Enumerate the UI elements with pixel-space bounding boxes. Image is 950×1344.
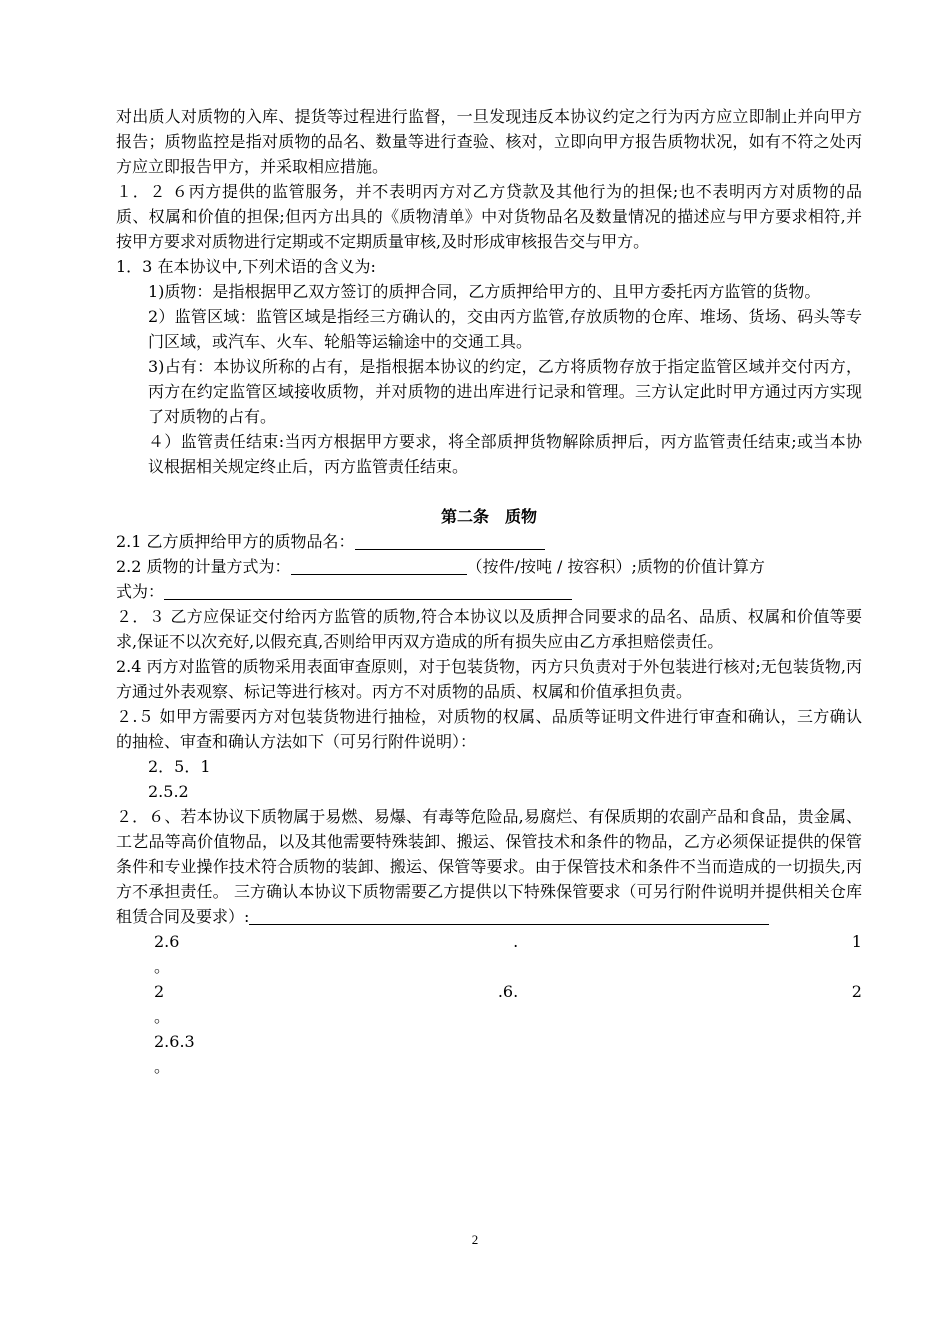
term-possession: 3)占有：本协议所称的占有，是指根据本协议的约定，乙方将质物存放于指定监管区域并交付丙方，丙方在约定监管区域接收质物，并对质物的进出库进行记录和管理。三方认定此时甲方通过丙方实现了对质物的占有。 bbox=[148, 357, 862, 426]
paragraph-1-3: 1．3 在本协议中,下列术语的含义为: bbox=[116, 257, 376, 276]
clause-2-5: ２.５ 如甲方需要丙方对包装货物进行抽检，对质物的权属、品质等证明文件进行审查和确认，三方确认的抽检、审查和确认方法如下（可另行附件说明）： bbox=[116, 707, 862, 751]
clause-2-6-1-num-c: 1 bbox=[851, 932, 862, 951]
clause-2-6-3-num: 2.6.3 bbox=[154, 1032, 195, 1051]
clause-2-6-1-num-a: 2.6 bbox=[154, 932, 180, 951]
clause-2-6-2-num-b: .6. bbox=[497, 982, 519, 1001]
paragraph-1-2: １．２ ６丙方提供的监管服务，并不表明丙方对乙方贷款及其他行为的担保;也不表明丙方对质物的品质、权属和价值的担保;但丙方出具的《质物清单》中对货物品名及数量情况的描述应与甲方要求相符,并按甲方要求对质物进行定期或不定期质量审核,及时形成审核报告交与甲方。 bbox=[116, 182, 862, 251]
clause-2-6-3 bbox=[116, 1029, 862, 1079]
clause-2-6-1-end: 。 bbox=[154, 957, 171, 976]
clause-2-6-text: ２．６、若本协议下质物属于易燃、易爆、有毒等危险品,易腐烂、有保质期的农副产品和食品，贵金属、工艺品等高价值物品，以及其他需要特殊装卸、搬运、保管技术和条件的物品，乙方必须保证提供的保管条件和专业操作技术符合质物的装卸、搬运、保管等要求。由于保管技术和条件不当而造成的一切损失,丙方不承担责任。 三方确认本协议下质物需要乙方提供以下特殊保管要求（可另行附件说明并提供相关仓库租赁合同及要求）: bbox=[116, 807, 862, 926]
clause-2-6 bbox=[116, 804, 862, 929]
clause-2-4: 2.4 丙方对监管的质物采用表面审查原则，对于包装货物，丙方只负责对于外包装进行核对;无包装货物,丙方通过外表观察、标记等进行核对。丙方不对质物的品质、权属和价值承担负责。 bbox=[116, 657, 862, 701]
clause-2-2-text: 2.2 质物的计量方式为： bbox=[116, 557, 291, 576]
measurement-blank bbox=[291, 558, 467, 575]
clause-2-3: ２．３ 乙方应保证交付给丙方监管的质物,符合本协议以及质押合同要求的品名、品质、权属和价值等要求,保证不以次充好,以假充真,否则给甲丙双方造成的所有损失应由乙方承担赔偿责任。 bbox=[116, 607, 862, 651]
document-body bbox=[116, 104, 862, 1079]
clause-2-1 bbox=[116, 529, 862, 554]
clause-2-2-options: （按件/按吨 / 按容积）;质物的价值计算方 bbox=[466, 557, 765, 576]
clause-2-6-2 bbox=[116, 979, 862, 1029]
clause-2-5-2: 2.5.2 bbox=[148, 782, 189, 801]
clause-2-1-text: 2.1 乙方质押给甲方的质物品名： bbox=[116, 532, 355, 551]
term-supervision-area: 2）监管区域：监管区域是指经三方确认的，交由丙方监管,存放质物的仓库、堆场、货场、码头等专门区域，或汽车、火车、轮船等运输途中的交通工具。 bbox=[148, 307, 862, 351]
clause-2-6-2-num-a: 2 bbox=[154, 982, 165, 1001]
term-pledged-goods: 1)质物：是指根据甲乙双方签订的质押合同，乙方质押给甲方的、且甲方委托丙方监管的货物。 bbox=[148, 282, 821, 301]
goods-name-blank bbox=[355, 533, 545, 550]
clause-2-6-1 bbox=[116, 929, 862, 979]
storage-requirements-blank bbox=[249, 908, 769, 925]
page-number: 2 bbox=[471, 1232, 479, 1247]
clause-2-6-3-end: 。 bbox=[154, 1057, 171, 1076]
clause-2-5-1: 2．5．1 bbox=[148, 757, 211, 776]
clause-2-2 bbox=[116, 554, 862, 604]
valuation-blank bbox=[164, 583, 572, 600]
term-responsibility-end: ４）监管责任结束:当丙方根据甲方要求，将全部质押货物解除质押后，丙方监管责任结束;或当本协议根据相关规定终止后，丙方监管责任结束。 bbox=[148, 432, 862, 476]
clause-2-6-2-num-c: 2 bbox=[851, 982, 862, 1001]
clause-2-6-1-num-b: . bbox=[513, 932, 519, 951]
section-heading: 第二条 质物 bbox=[440, 507, 537, 526]
clause-2-6-2-end: 。 bbox=[154, 1007, 171, 1026]
clause-2-2-valuation: 式为： bbox=[116, 582, 165, 601]
paragraph-supervision: 对出质人对质物的入库、提货等过程进行监督，一旦发现违反本协议约定之行为丙方应立即制止并向甲方报告；质物监控是指对质物的品名、数量等进行查验、核对，立即向甲方报告质物状况，如有不符之处丙方应立即报告甲方，并采取相应措施。 bbox=[116, 107, 862, 176]
